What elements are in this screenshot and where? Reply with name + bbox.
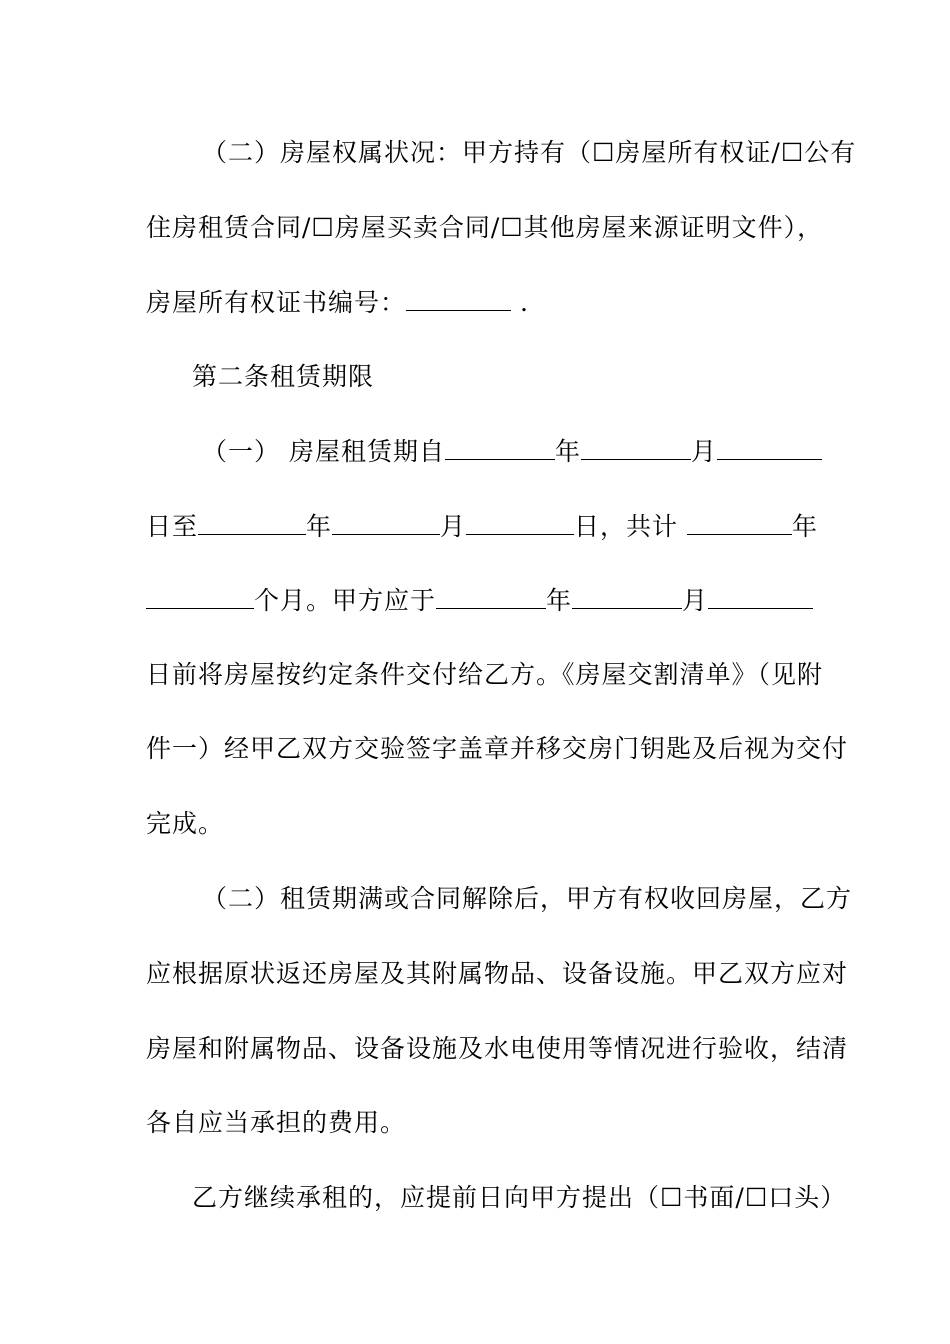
expiry-line-3: 房屋和附属物品、设备设施及水电使用等情况进行验收，结清: [146, 1034, 849, 1063]
year-label: 年: [792, 512, 819, 541]
expiry-line-1: （二）租赁期满或合同解除后，甲方有权收回房屋，乙方: [202, 884, 853, 913]
certificate-number-blank: [406, 284, 511, 311]
term-line-6: 完成。: [146, 809, 225, 838]
total-months-blank: [146, 582, 254, 609]
end-day-blank: [466, 508, 574, 535]
term-start-label: （一） 房屋租赁期自: [202, 437, 445, 466]
delivery-label: 个月。甲方应于: [254, 586, 437, 615]
term-line-4: 日前将房屋按约定条件交付给乙方。《房屋交割清单》（见附: [146, 660, 824, 689]
year-label: 年: [306, 512, 333, 541]
month-label: 月: [690, 437, 717, 466]
total-years-blank: [687, 508, 792, 535]
end-month-blank: [332, 508, 440, 535]
article2-title: 第二条租赁期限: [192, 362, 375, 391]
expiry-line-4: 各自应当承担的费用。: [146, 1108, 407, 1137]
year-label: 年: [554, 437, 581, 466]
term-end-label: 日至: [146, 512, 199, 541]
end-year-blank: [198, 508, 306, 535]
delivery-year-blank: [436, 582, 546, 609]
month-label: 月: [682, 586, 709, 615]
total-label: 日，共计: [574, 512, 687, 541]
certificate-number-end: .: [511, 288, 529, 317]
ownership-line-2: 住房租赁合同/☐房屋买卖合同/☐其他房屋来源证明文件），: [146, 213, 824, 242]
certificate-number-label: 房屋所有权证书编号：: [146, 288, 407, 317]
ownership-line-3: [146, 283, 806, 323]
term-line-2: [146, 507, 819, 547]
start-month-blank: [581, 433, 691, 460]
ownership-line-1: （二）房屋权属状况：甲方持有（☐房屋所有权证/☐公有: [202, 138, 857, 167]
term-line-1: [202, 432, 806, 472]
expiry-line-2: 应根据原状返还房屋及其附属物品、设备设施。甲乙双方应对: [146, 959, 849, 988]
year-label: 年: [546, 586, 573, 615]
month-label: 月: [440, 512, 467, 541]
start-day-blank: [717, 433, 822, 460]
term-line-5: 件一）经甲乙双方交验签字盖章并移交房门钥匙及后视为交付: [146, 734, 849, 763]
start-year-blank: [445, 433, 555, 460]
renewal-line-1: 乙方继续承租的，应提前日向甲方提出（☐书面/☐口头）: [192, 1183, 847, 1212]
term-line-3: [146, 581, 806, 621]
delivery-day-blank: [708, 582, 813, 609]
delivery-month-blank: [572, 582, 682, 609]
